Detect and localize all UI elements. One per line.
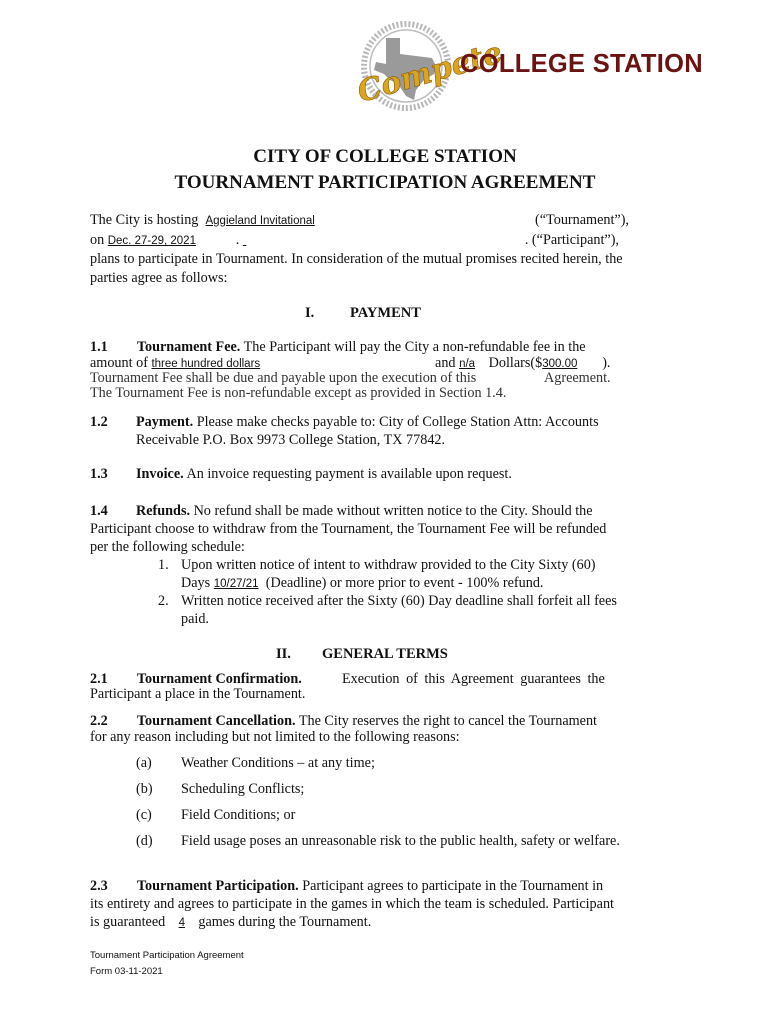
- tournament-name-field[interactable]: [205, 215, 531, 227]
- s14-text1: No refund shall be made without written notice to the City. Should the: [193, 503, 593, 519]
- intro-line2: on Dec. 27-29, 2021 . . (“Participant”),: [90, 232, 619, 248]
- section-2-title: GENERAL TERMS: [322, 646, 448, 662]
- s11-num: 1.1: [90, 339, 108, 355]
- reason-b-label: (b): [136, 781, 153, 797]
- s21-heading: Tournament Confirmation.: [136, 671, 302, 687]
- s11-line4: The Tournament Fee is non-refundable except as provided in Section 1.4.: [90, 385, 507, 401]
- s14-heading: Refunds.: [136, 503, 191, 519]
- reason-a-text: Weather Conditions – at any time;: [181, 755, 375, 771]
- reason-b-text: Scheduling Conflicts;: [181, 781, 305, 797]
- participant-quote: (“Participant”),: [531, 232, 619, 248]
- tournament-name: Aggieland Invitational: [205, 215, 315, 227]
- days-label: Days: [181, 575, 211, 591]
- tournament-quote: (“Tournament”),: [535, 212, 629, 228]
- s22-heading: Tournament Cancellation.: [136, 713, 296, 729]
- hosting-label: The City is hosting: [90, 212, 199, 228]
- s12-line1: [136, 414, 599, 431]
- s13-heading: Invoice.: [136, 466, 184, 482]
- amount-words-field[interactable]: [151, 358, 431, 370]
- page-title-line1: CITY OF COLLEGE STATION: [253, 146, 517, 167]
- s14-item1-text2: (Deadline) or more prior to event - 100% refund.: [265, 575, 544, 591]
- section-1-title: PAYMENT: [350, 305, 421, 321]
- s11-text1: The Participant will pay the City a non-refundable fee in the: [243, 339, 586, 355]
- s23-text1: Participant agrees to participate in the Tournament in: [302, 878, 604, 894]
- reason-d-label: (d): [136, 833, 153, 849]
- section-1-numeral: I.: [305, 305, 315, 321]
- cents-field[interactable]: [459, 358, 485, 370]
- page-title-line2: TOURNAMENT PARTICIPATION AGREEMENT: [174, 172, 596, 193]
- footer-line1: Tournament Participation Agreement: [90, 950, 244, 961]
- s23-num: 2.3: [90, 878, 108, 894]
- s23-heading: Tournament Participation.: [136, 878, 299, 894]
- section-2-numeral: II.: [276, 646, 291, 662]
- s21-num: 2.1: [90, 671, 108, 687]
- s13-num: [90, 466, 108, 483]
- s14-item2-line1: Written notice received after the Sixty (60) Day deadline shall forfeit all fees: [181, 593, 617, 609]
- intro-line1: [90, 212, 629, 229]
- s14-line2: Participant choose to withdraw from the Tournament, the Tournament Fee will be refunded: [90, 521, 607, 537]
- s13-line1: [136, 466, 512, 483]
- s22-line1: [90, 713, 597, 730]
- deadline-value: 10/27/21: [213, 578, 259, 590]
- reason-c-text: Field Conditions; or: [181, 807, 296, 823]
- s14-item1-line1: Upon written notice of intent to withdraw provided to the City Sixty (60): [181, 557, 596, 573]
- s14-num: [90, 503, 108, 520]
- reason-c-label: (c): [136, 807, 152, 823]
- close-paren: ).: [602, 355, 611, 371]
- s12-line2: Receivable P.O. Box 9973 College Station, TX 77842.: [136, 432, 446, 448]
- s14-num-text: 1.4: [90, 503, 108, 519]
- s14-line3: per the following schedule:: [90, 539, 245, 555]
- reason-a-label: (a): [136, 755, 152, 771]
- s14-line1: [136, 503, 593, 520]
- s12-text1: Please make checks payable to: City of College Station Attn: Accounts: [196, 414, 599, 430]
- s23-line3: [90, 914, 371, 931]
- s14-item1-num: 1.: [158, 557, 169, 573]
- s21-line1b: Execution of this Agreement guarantees the: [342, 671, 605, 687]
- s23-text3: games during the Tournament.: [198, 914, 372, 930]
- dates-field[interactable]: [108, 235, 236, 247]
- s14-item2-line2: paid.: [181, 611, 209, 627]
- s11-line1: [90, 339, 586, 356]
- on-label: on: [90, 232, 105, 248]
- footer-line2: Form 03-11-2021: [90, 966, 163, 977]
- s12-num: [90, 414, 108, 431]
- dates-value: Dec. 27-29, 2021: [107, 235, 196, 247]
- s23-line2: its entirety and agrees to participate in the games in which the team is scheduled. Participant: [90, 896, 614, 912]
- cents-value: n/a: [459, 358, 476, 370]
- dollars-label: Dollars($: [488, 355, 543, 371]
- amount-number: 300.00: [542, 358, 578, 370]
- guaranteed-label: is guaranteed: [90, 914, 166, 930]
- s14-item2-num: 2.: [158, 593, 169, 609]
- and-label: and: [435, 355, 456, 371]
- s13-text: An invoice requesting payment is available upon request.: [186, 466, 512, 482]
- s21-line2: Participant a place in the Tournament.: [90, 686, 306, 702]
- s22-text1: The City reserves the right to cancel the Tournament: [298, 713, 597, 729]
- s23-line1: [90, 878, 603, 895]
- s11-heading: Tournament Fee.: [136, 339, 241, 355]
- s11-text3: Tournament Fee shall be due and payable upon the execution of this: [90, 370, 477, 386]
- s22-num: 2.2: [90, 713, 108, 729]
- s13-num-text: 1.3: [90, 466, 108, 482]
- deadline-field[interactable]: [214, 578, 266, 590]
- participant-field[interactable]: [243, 232, 525, 249]
- s22-line2: for any reason including but not limited to the following reasons:: [90, 729, 460, 745]
- logo-script: Compete: [353, 35, 507, 110]
- amount-number-field[interactable]: [542, 358, 602, 370]
- s12-num-text: 1.2: [90, 414, 108, 430]
- reason-d-text: Field usage poses an unreasonable risk to the public health, safety or welfare.: [181, 833, 620, 849]
- games-value: 4: [178, 917, 185, 929]
- s14-item1-line2: [181, 575, 543, 592]
- brand-name: COLLEGE STATION: [460, 50, 703, 78]
- amount-label: amount of: [90, 355, 148, 371]
- games-field[interactable]: [169, 917, 195, 929]
- s12-heading: Payment.: [136, 414, 194, 430]
- intro-line3: plans to participate in Tournament. In consideration of the mutual promises recited herein, the: [90, 251, 623, 267]
- s11-line3b: Agreement.: [544, 370, 611, 386]
- amount-words: three hundred dollars: [151, 358, 261, 370]
- intro-line4: parties agree as follows:: [90, 270, 228, 286]
